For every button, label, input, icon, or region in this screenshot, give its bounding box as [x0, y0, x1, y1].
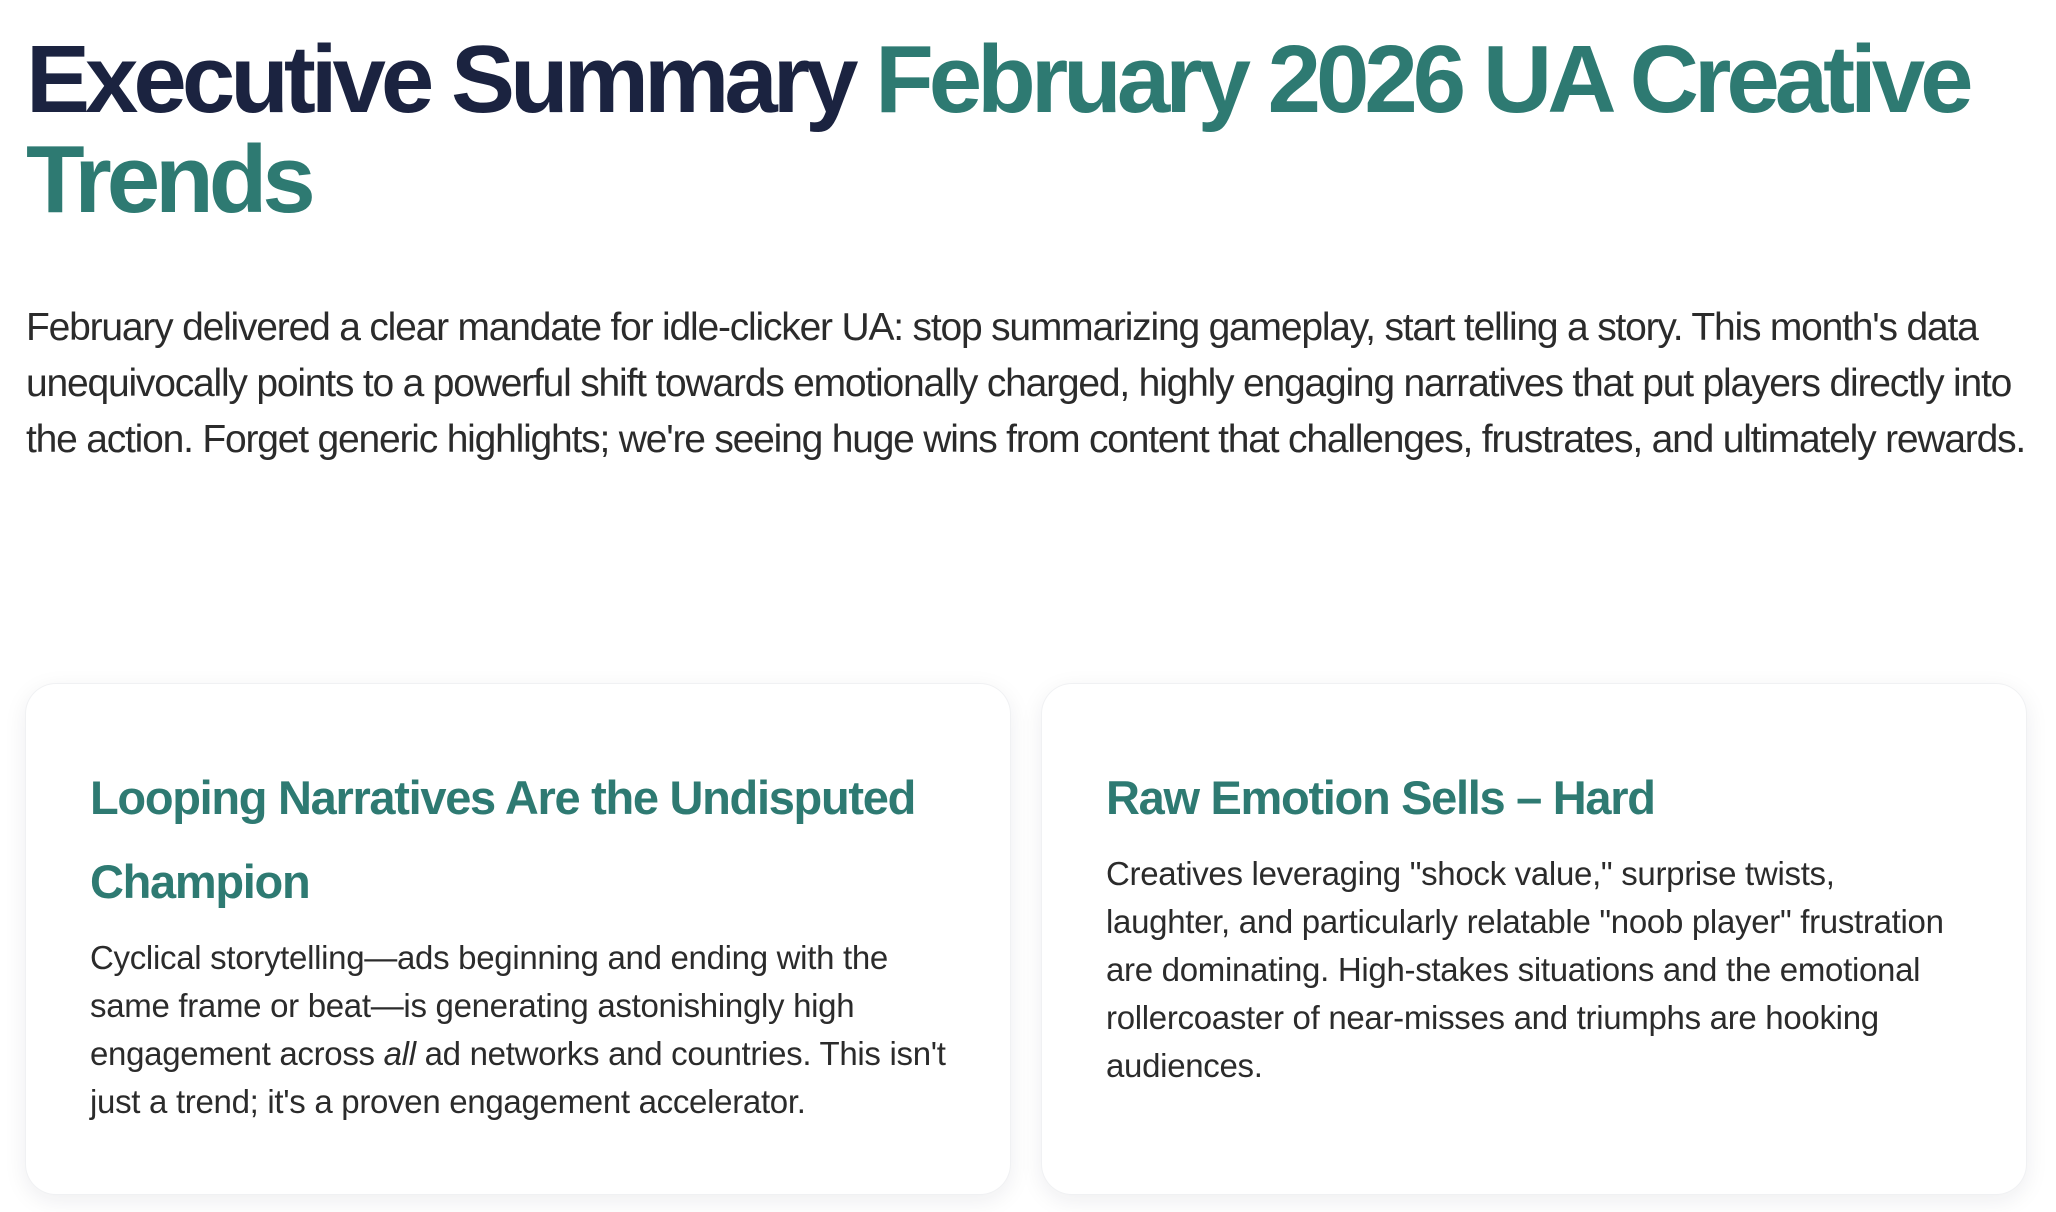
card-title: Raw Emotion Sells – Hard [1106, 771, 1655, 824]
card-body [90, 934, 946, 1126]
card-body-emphasis: all [383, 1035, 416, 1072]
card-body-text: Cyclical storytelling—ads beginning and ending with the same frame or beat—is generating astonishingly high engagement across [90, 939, 888, 1072]
page-title-main: Executive Summary [26, 26, 854, 133]
insight-card-raw-emotion [1042, 684, 2026, 1194]
page-title [26, 26, 2016, 233]
insight-card-looping-narratives [26, 684, 1010, 1194]
card-body: Creatives leveraging "shock value," surprise twists, laughter, and particularly relatable "noob player" frustration are dominating. High-stakes situations and the emotional rollercoaster of near-misses and triumphs are hooking audiences. [1106, 855, 1944, 1084]
intro-paragraph: February delivered a clear mandate for idle-clicker UA: stop summarizing gameplay, start telling a story. This month's data unequivocally points to a powerful shift towards emotionally charged, highly engaging narratives that put players directly into the action. Forget generic highlights; we're seeing huge wins from content that challenges, frustrates, and ultimately rewards. [26, 306, 2026, 461]
card-title: Looping Narratives Are the Undisputed Champion [90, 771, 915, 908]
card-body-text: ad networks and countries. This isn't just a trend; it's a proven engagement accelerator. [90, 1035, 946, 1120]
page-title-accent: February 2026 UA Creative Trends [26, 26, 1969, 233]
